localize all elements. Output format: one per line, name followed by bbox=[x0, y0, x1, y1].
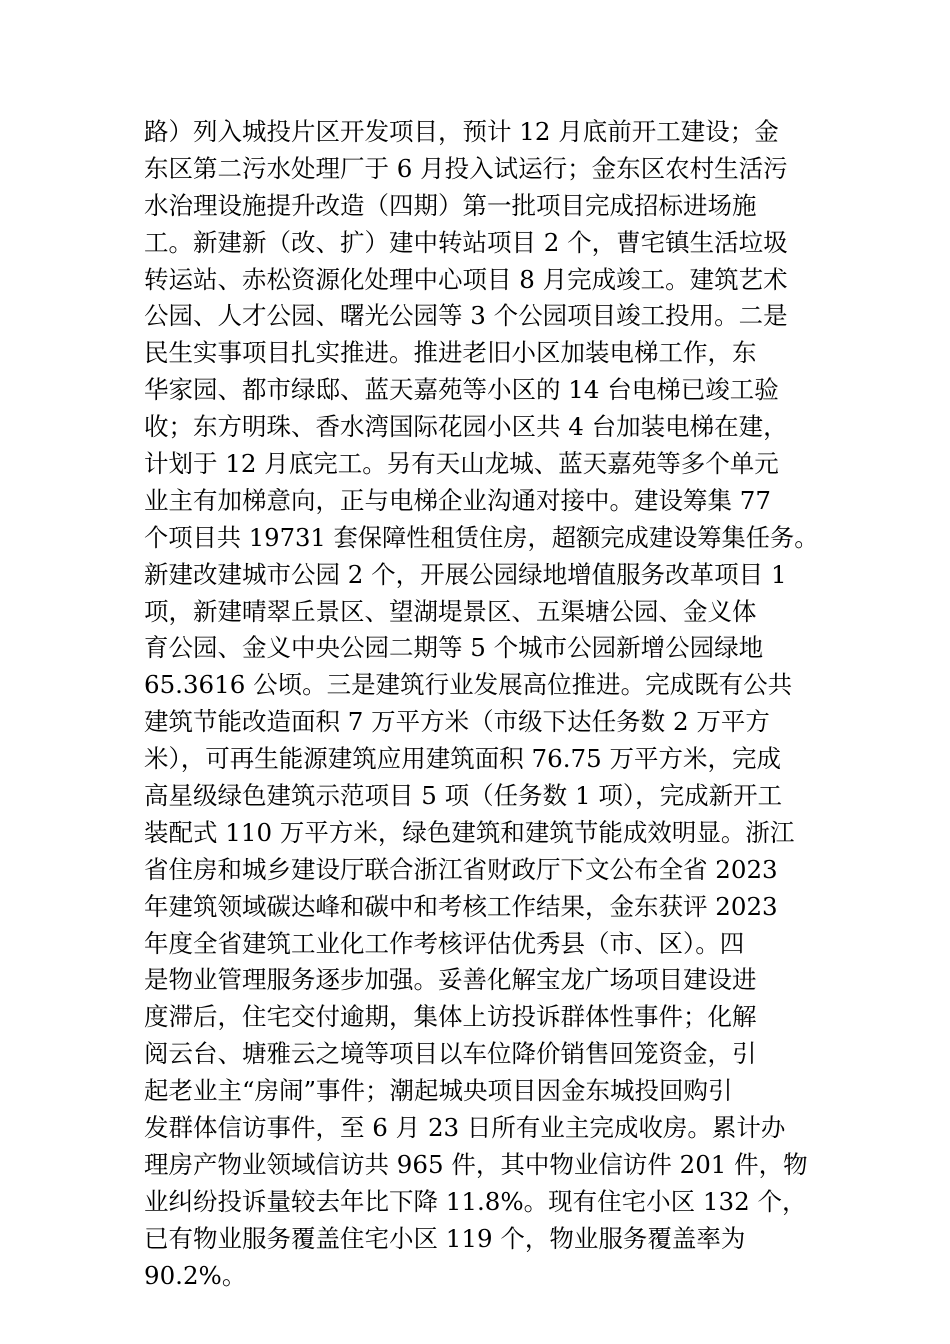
text-line: 65.3616 公顷。三是建筑行业发展高位推进。完成既有公共 bbox=[144, 670, 793, 700]
text-line: 高星级绿色建筑示范项目 5 项（任务数 1 项），完成新开工 bbox=[144, 781, 783, 811]
text-line: 路）列入城投片区开发项目，预计 12 月底前开工建设；金 bbox=[144, 117, 779, 146]
text-line: 理房产物业领域信访共 965 件，其中物业信访件 201 件，物 bbox=[144, 1149, 808, 1179]
text-line: 公园、人才公园、曙光公园等 3 个公园项目竣工投用。二是 bbox=[144, 301, 788, 331]
text-line: 省住房和城乡建设厅联合浙江省财政厅下文公布全省 2023 bbox=[144, 854, 778, 884]
text-line: 个项目共 19731 套保障性租赁住房，超额完成建设筹集任务。 bbox=[144, 522, 819, 552]
text-line: 是物业管理服务逐步加强。妥善化解宝龙广场项目建设进 bbox=[144, 965, 757, 995]
text-line: 项，新建晴翠丘景区、望湖堤景区、五渠塘公园、金义体 bbox=[144, 596, 757, 626]
text-line: 装配式 110 万平方米，绿色建筑和建筑节能成效明显。浙江 bbox=[144, 817, 795, 847]
text-line: 建筑节能改造面积 7 万平方米（市级下达任务数 2 万平方 bbox=[144, 707, 770, 737]
text-line: 计划于 12 月底完工。另有天山龙城、蓝天嘉苑等多个单元 bbox=[144, 449, 779, 479]
text-line: 年建筑领域碳达峰和碳中和考核工作结果，金东获评 2023 bbox=[144, 891, 778, 921]
body-paragraph bbox=[144, 114, 824, 1295]
text-line: 东区第二污水处理厂于 6 月投入试运行；金东区农村生活污 bbox=[144, 153, 788, 183]
text-line: 阅云台、塘雅云之境等项目以车位降价销售回笼资金，引 bbox=[144, 1039, 757, 1069]
text-line: 已有物业服务覆盖住宅小区 119 个，物业服务覆盖率为 bbox=[144, 1223, 746, 1253]
text-line: 发群体信访事件，至 6 月 23 日所有业主完成收房。累计办 bbox=[144, 1113, 786, 1143]
text-line: 育公园、金义中央公园二期等 5 个城市公园新增公园绿地 bbox=[144, 633, 764, 663]
text-line: 业主有加梯意向，正与电梯企业沟通对接中。建设筹集 77 bbox=[144, 485, 771, 515]
text-line: 度滞后，住宅交付逾期，集体上访投诉群体性事件；化解 bbox=[144, 1002, 757, 1032]
text-line: 收；东方明珠、香水湾国际花园小区共 4 台加装电梯在建， bbox=[144, 412, 788, 442]
text-line: 新建改建城市公园 2 个，开展公园绿地增值服务改革项目 1 bbox=[144, 559, 787, 589]
text-line: 水治理设施提升改造（四期）第一批项目完成招标进场施 bbox=[144, 190, 757, 220]
text-line: 华家园、都市绿邸、蓝天嘉苑等小区的 14 台电梯已竣工验 bbox=[144, 375, 779, 405]
text-line: 业纠纷投诉量较去年比下降 11.8%。现有住宅小区 132 个， bbox=[144, 1186, 807, 1216]
text-line: 民生实事项目扎实推进。推进老旧小区加装电梯工作，东 bbox=[144, 338, 757, 368]
text-line: 起老业主“房闹”事件；潮起城央项目因金东城投回购引 bbox=[144, 1076, 733, 1106]
text-line: 米），可再生能源建筑应用建筑面积 76.75 万平方米，完成 bbox=[144, 744, 781, 774]
text-line: 90.2%。 bbox=[144, 1260, 247, 1290]
text-line: 转运站、赤松资源化处理中心项目 8 月完成竣工。建筑艺术 bbox=[144, 264, 788, 294]
text-line: 年度全省建筑工业化工作考核评估优秀县（市、区）。四 bbox=[144, 928, 745, 958]
text-line: 工。新建新（改、扩）建中转站项目 2 个，曹宅镇生活垃圾 bbox=[144, 227, 788, 257]
